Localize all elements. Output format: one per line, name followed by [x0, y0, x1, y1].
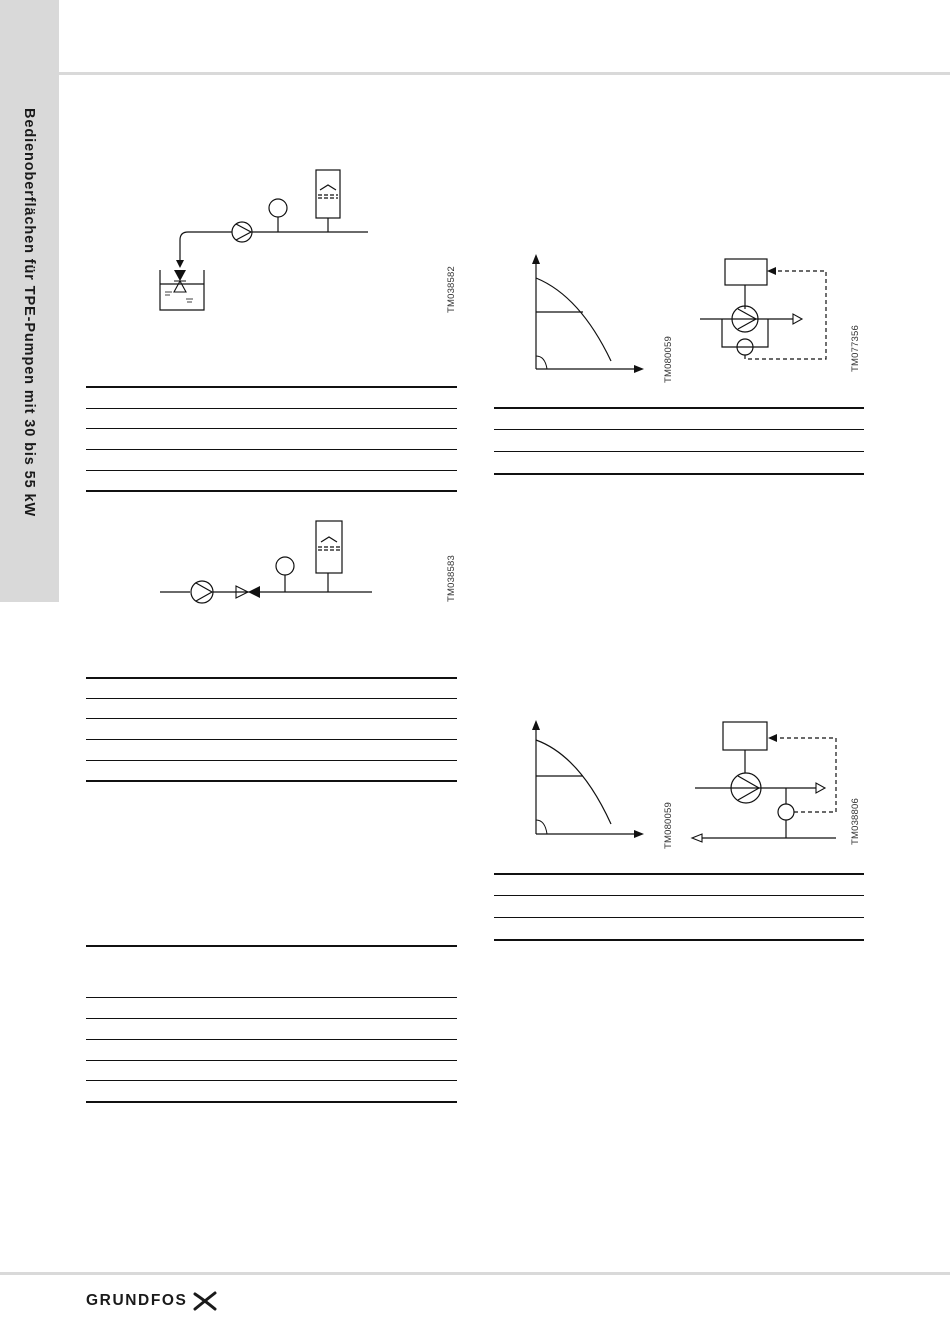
table-rule: [86, 490, 457, 492]
table-rule: [86, 997, 457, 998]
table-rule: [494, 473, 864, 475]
table-rule: [86, 1018, 457, 1019]
table-4: [494, 407, 864, 477]
table-2: [86, 677, 457, 783]
pressure-vessel: [316, 170, 340, 218]
bypass-pipe: [722, 319, 768, 347]
footer-rule: [0, 1272, 950, 1275]
pump-curve: [536, 740, 611, 824]
sidebar-tab: [0, 0, 59, 602]
figure-code-4a: TM080059: [663, 802, 674, 850]
pressure-gauge: [269, 199, 287, 217]
table-rule: [86, 945, 457, 947]
signal-line: [776, 738, 836, 812]
float-valve-icon: [174, 260, 186, 292]
controller-box: [725, 259, 767, 285]
table-rule: [494, 451, 864, 452]
table-rule: [86, 739, 457, 740]
figure-level-tank-system: [150, 160, 390, 320]
sidebar-title: Bedienoberflächen für TPE-Pumpen mit 30 bis 55 kW: [21, 108, 37, 518]
controller-box: [723, 722, 767, 750]
brand-name: GRUNDFOS: [86, 1292, 188, 1309]
figure-pump-curve-1: [520, 250, 650, 380]
pump-symbol: [191, 581, 213, 603]
table-rule: [494, 939, 864, 941]
table-rule: [86, 470, 457, 471]
table-rule: [86, 1060, 457, 1061]
figure-code-1: TM038582: [446, 266, 457, 314]
table-rule: [86, 677, 457, 679]
grundfos-x-mark-icon: [192, 1290, 218, 1312]
table-3: [86, 945, 457, 1105]
figure-pump-curve-2: [520, 716, 650, 846]
table-rule: [494, 895, 864, 896]
figure-control-diagram-1: [695, 255, 835, 370]
table-rule: [86, 428, 457, 429]
table-rule: [86, 1101, 457, 1103]
figure-control-diagram-2: [688, 718, 838, 848]
table-rule: [86, 1080, 457, 1081]
table-rule: [494, 407, 864, 409]
pump-curve: [536, 278, 611, 361]
figure-code-2: TM038583: [446, 555, 457, 603]
table-5: [494, 873, 864, 943]
table-rule: [86, 408, 457, 409]
figure-code-3b: TM077356: [850, 325, 861, 373]
table-rule: [86, 386, 457, 388]
table-rule: [494, 917, 864, 918]
header-rule: [59, 72, 950, 75]
table-rule: [494, 429, 864, 430]
table-rule: [494, 873, 864, 875]
figure-code-3a: TM080059: [663, 336, 674, 384]
figure-check-valve-system: [150, 515, 390, 615]
table-rule: [86, 780, 457, 782]
table-rule: [86, 698, 457, 699]
table-rule: [86, 449, 457, 450]
grundfos-logo: [86, 1289, 218, 1313]
suction-pipe: [180, 232, 232, 260]
table-rule: [86, 760, 457, 761]
table-1: [86, 386, 457, 494]
pump-symbol: [232, 222, 252, 242]
pressure-gauge: [276, 557, 294, 575]
pressure-sensor: [778, 804, 794, 820]
table-rule: [86, 1039, 457, 1040]
figure-code-4b: TM038806: [850, 798, 861, 846]
table-rule: [86, 718, 457, 719]
